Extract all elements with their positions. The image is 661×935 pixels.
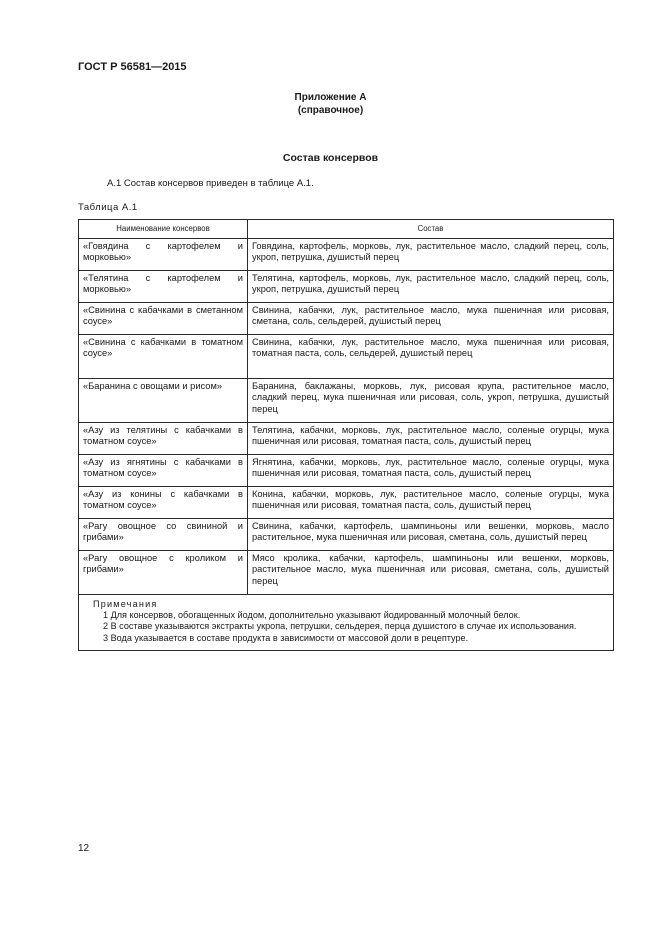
table-header-row xyxy=(79,220,614,239)
product-name-cell: «Баранина с овощами и рисом» xyxy=(79,378,248,422)
product-name-cell: «Азу из телятины с кабачками в томатном соусе» xyxy=(79,422,248,454)
product-name-cell: «Свинина с кабачками в сметанном соусе» xyxy=(79,302,248,334)
section-title: Состав консервов xyxy=(282,152,379,164)
table-row xyxy=(79,270,614,302)
product-name-cell: «Телятина с картофелем и морковью» xyxy=(79,270,248,302)
table-row xyxy=(79,550,614,594)
column-header-name: Наименование консервов xyxy=(79,220,248,239)
table-notes-row xyxy=(79,594,614,651)
composition-table xyxy=(78,219,614,651)
note-item: 3 Вода указывается в составе продукта в зависимости от массовой доли в рецептуре. xyxy=(103,632,469,643)
table-row xyxy=(79,422,614,454)
composition-cell: Телятина, кабачки, морковь, лук, растительное масло, соленые огурцы, мука пшеничная или рисовая, томатная паста, соль, душистый перец xyxy=(248,422,614,454)
note-item: 2 В составе указываются экстракты укропа, петрушки, сельдерея, перца душистого в случае их использования. xyxy=(103,621,577,632)
table-row xyxy=(79,302,614,334)
product-name-cell: «Азу из ягнятины с кабачками в томатном соусе» xyxy=(79,454,248,486)
table-caption: Таблица А.1 xyxy=(78,202,138,213)
product-name-cell: «Говядина с картофелем и морковью» xyxy=(79,238,248,270)
composition-cell: Ягнятина, кабачки, морковь, лук, растительное масло, соленые огурцы, мука пшеничная или рисовая, томатная паста, соль, душистый перец xyxy=(248,454,614,486)
product-name-cell: «Рагу овощное с кроликом и грибами» xyxy=(79,550,248,594)
product-name-cell: «Рагу овощное со свининой и грибами» xyxy=(79,518,248,550)
product-name-cell: «Азу из конины с кабачками в томатном соусе» xyxy=(79,486,248,518)
table-row xyxy=(79,454,614,486)
column-header-composition: Состав xyxy=(248,220,614,239)
composition-cell: Конина, кабачки, морковь, лук, растительное масло, соленые огурцы, мука пшеничная или рисовая, томатная паста, соль, душистый перец xyxy=(248,486,614,518)
composition-cell: Телятина, картофель, морковь, лук, растительное масло, сладкий перец, соль, укроп, петрушка, душистый перец xyxy=(248,270,614,302)
notes-cell xyxy=(79,594,614,651)
table-row xyxy=(79,334,614,378)
composition-cell: Свинина, кабачки, картофель, шампиньоны или вешенки, морковь, масло растительное, мука пшеничная или рисовая, сметана, соль, душистый перец xyxy=(248,518,614,550)
composition-cell: Баранина, баклажаны, морковь, лук, рисовая крупа, растительное масло, сладкий перец, мука пшеничная или рисовая, соль, укроп, петрушка, душистый перец xyxy=(248,378,614,422)
note-item: 1 Для консервов, обогащенных йодом, дополнительно указывают йодированный молочный белок. xyxy=(103,610,521,620)
appendix-subtitle: (справочное) xyxy=(297,105,364,116)
composition-cell: Говядина, картофель, морковь, лук, растительное масло, сладкий перец, соль, укроп, петрушка, душистый перец xyxy=(248,238,614,270)
composition-cell: Мясо кролика, кабачки, картофель, шампиньоны или вешенки, морковь, растительное масло, мука пшеничная или рисовая, сметана, соль, душистый перец xyxy=(248,550,614,594)
section-intro: А.1 Состав консервов приведен в таблице А.1. xyxy=(107,178,314,189)
table-row xyxy=(79,238,614,270)
page-number: 12 xyxy=(78,843,90,854)
notes-title: Примечания xyxy=(93,598,158,609)
table-row xyxy=(79,486,614,518)
table-row xyxy=(79,378,614,422)
table-row xyxy=(79,518,614,550)
composition-cell: Свинина, кабачки, лук, растительное масло, мука пшеничная или рисовая, сметана, соль, сельдерей, душистый перец xyxy=(248,302,614,334)
product-name-cell: «Свинина с кабачками в томатном соусе» xyxy=(79,334,248,378)
appendix-heading xyxy=(0,91,661,117)
appendix-title: Приложение А xyxy=(294,92,367,103)
document-standard-number: ГОСТ Р 56581—2015 xyxy=(78,61,187,73)
composition-cell: Свинина, кабачки, лук, растительное масло, мука пшеничная или рисовая, томатная паста, соль, сельдерей, душистый перец xyxy=(248,334,614,378)
